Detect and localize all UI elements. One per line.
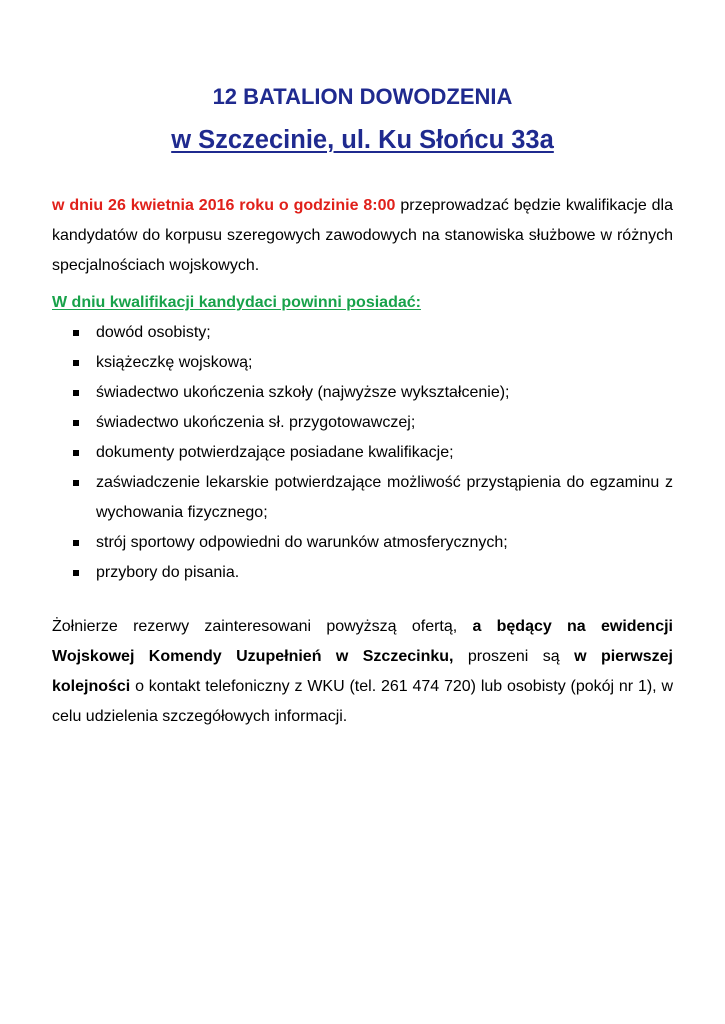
list-item bbox=[52, 378, 673, 408]
outro-text-1: Żołnierze rezerwy zainteresowani powyższą ofertą, bbox=[52, 618, 473, 635]
list-item-text: dokumenty potwierdzające posiadane kwalifikacje; bbox=[96, 444, 454, 461]
list-item-text: zaświadczenie lekarskie potwierdzające możliwość przystąpienia do egzaminu z wychowania fizycznego; bbox=[96, 474, 673, 521]
bullet-icon bbox=[73, 420, 79, 426]
bullet-icon bbox=[73, 330, 79, 336]
list-item bbox=[52, 468, 673, 528]
list-item-text: przybory do pisania. bbox=[96, 564, 240, 581]
list-item-text: książeczkę wojskową; bbox=[96, 354, 253, 371]
date-highlight: w dniu 26 kwietnia 2016 roku o godzinie 8:00 bbox=[52, 197, 396, 214]
requirements-heading: W dniu kwalifikacji kandydaci powinni posiadać: bbox=[52, 294, 421, 311]
list-item bbox=[52, 408, 673, 438]
outro-bold-2: w pierwszej kolejności bbox=[52, 648, 673, 695]
list-item bbox=[52, 558, 673, 588]
list-item bbox=[52, 438, 673, 468]
list-item bbox=[52, 528, 673, 558]
unit-name-heading: 12 BATALION DOWODZENIA bbox=[212, 84, 513, 109]
unit-address-heading: w Szczecinie, ul. Ku Słońcu 33a bbox=[171, 126, 554, 154]
bullet-icon bbox=[73, 360, 79, 366]
bullet-icon bbox=[73, 540, 79, 546]
list-item-text: świadectwo ukończenia sł. przygotowawczej; bbox=[96, 414, 416, 431]
reservists-paragraph bbox=[52, 612, 673, 732]
intro-paragraph bbox=[52, 191, 673, 281]
intro-text: przeprowadzać będzie kwalifikacje dla kandydatów do korpusu szeregowych zawodowych na stanowiska służbowe w różnych specjalnościach wojskowych. bbox=[52, 197, 673, 274]
list-item bbox=[52, 318, 673, 348]
list-item bbox=[52, 348, 673, 378]
list-item-text: strój sportowy odpowiedni do warunków atmosferycznych; bbox=[96, 534, 508, 551]
list-item-text: dowód osobisty; bbox=[96, 324, 211, 341]
bullet-icon bbox=[73, 480, 79, 486]
outro-bold-1: a będący na ewidencji Wojskowej Komendy Uzupełnień w Szczecinku, bbox=[52, 618, 673, 665]
bullet-icon bbox=[73, 390, 79, 396]
requirements-list bbox=[52, 318, 673, 588]
outro-text-2: proszeni są bbox=[453, 648, 575, 665]
list-item-text: świadectwo ukończenia szkoły (najwyższe wykształcenie); bbox=[96, 384, 510, 401]
outro-text-3: o kontakt telefoniczny z WKU (tel. 261 474 720) lub osobisty (pokój nr 1), w celu udzielenia szczegółowych informacji. bbox=[52, 678, 673, 725]
bullet-icon bbox=[73, 450, 79, 456]
bullet-icon bbox=[73, 570, 79, 576]
